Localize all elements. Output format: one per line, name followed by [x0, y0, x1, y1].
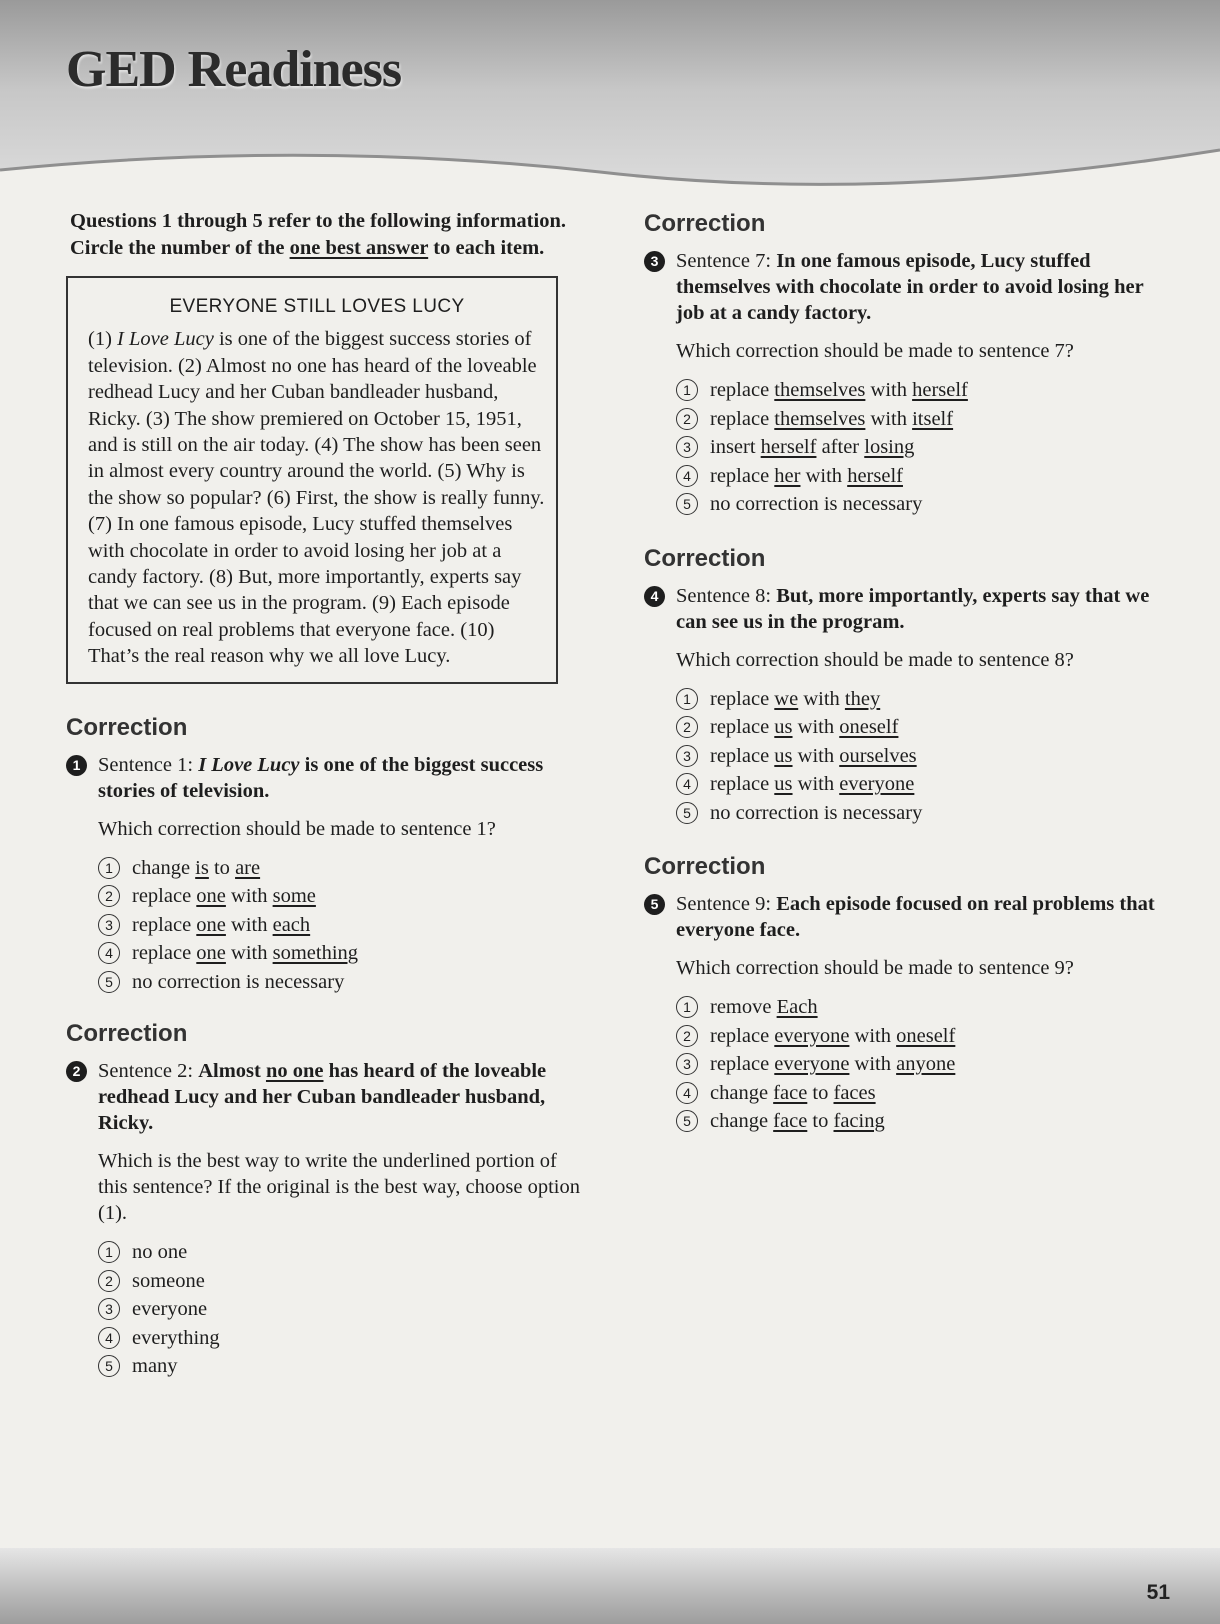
stem-label: Sentence 9: — [676, 893, 777, 915]
option-text — [132, 968, 344, 997]
question-stem — [66, 1058, 586, 1136]
option-text — [710, 993, 818, 1022]
option-underlined-word: oneself — [896, 1024, 956, 1047]
stem-bold: Almost — [198, 1060, 266, 1083]
option-word: with — [849, 1053, 897, 1075]
option-word: replace — [710, 1053, 775, 1075]
option-underlined-word: Each — [776, 996, 818, 1018]
option-number-circle[interactable]: 5 — [98, 1355, 120, 1377]
left-column — [66, 208, 586, 1401]
answer-option[interactable] — [98, 854, 586, 883]
option-word: no correction is necessary — [132, 970, 345, 993]
question-1 — [66, 714, 586, 997]
option-number-circle[interactable]: 1 — [676, 688, 698, 710]
option-underlined-word: losing — [864, 436, 915, 458]
option-underlined-word: one — [196, 885, 226, 908]
option-underlined-word: one — [196, 913, 226, 936]
question-stem — [644, 583, 1164, 635]
page-title: GED Readiness — [66, 41, 402, 98]
option-underlined-word: ourselves — [839, 744, 917, 767]
option-underlined-word: her — [774, 464, 801, 487]
correction-heading: Correction — [66, 713, 188, 741]
question-stem — [66, 752, 586, 804]
option-text — [132, 882, 316, 911]
answer-option[interactable] — [676, 713, 1164, 742]
option-number-circle[interactable]: 3 — [676, 745, 698, 767]
option-number-circle[interactable]: 2 — [676, 408, 698, 430]
answer-option[interactable] — [676, 376, 1164, 405]
option-word: with — [225, 913, 273, 936]
option-underlined-word: us — [774, 744, 793, 767]
question-number-badge: 2 — [66, 1061, 87, 1082]
stem-bold: Each episode focused on real problems that everyone face. — [676, 893, 1155, 941]
option-text — [132, 1238, 187, 1267]
option-underlined-word: are — [235, 856, 261, 879]
option-text — [710, 433, 914, 462]
option-word: no correction is necessary — [710, 493, 923, 515]
option-text — [710, 742, 917, 771]
answer-option[interactable] — [98, 939, 586, 968]
option-word: replace — [710, 1024, 775, 1047]
option-word: someone — [132, 1269, 205, 1292]
answer-options — [644, 993, 1164, 1136]
answer-option[interactable] — [676, 770, 1164, 799]
option-number-circle[interactable]: 4 — [676, 1082, 698, 1104]
option-word: no one — [132, 1241, 188, 1264]
option-word: replace — [710, 716, 775, 738]
answer-option[interactable] — [676, 405, 1164, 434]
answer-option[interactable] — [98, 968, 586, 997]
page-number: 51 — [1146, 1581, 1170, 1604]
question-5 — [644, 853, 1164, 1136]
question-stem — [644, 248, 1164, 326]
option-text — [710, 405, 953, 434]
option-text — [710, 1022, 955, 1051]
option-number-circle[interactable]: 2 — [676, 1025, 698, 1047]
answer-options — [644, 685, 1164, 828]
option-word: everything — [132, 1326, 220, 1349]
option-number-circle[interactable]: 1 — [676, 996, 698, 1018]
option-number-circle[interactable]: 1 — [676, 379, 698, 401]
option-text — [132, 854, 260, 883]
answer-option[interactable] — [98, 882, 586, 911]
passage-text: is one of the biggest success stories of television. (2) Almost no one has heard of the loveable redhead Lucy and her Cuban bandleader husband, Ricky. (3) The show premiered on October 15, 1951, and is still on the air today. (4) The show has been seen in almost every country around the world. (5) Why is the show so popular? (6) First, the show is really funny. (7) In one famous episode, Lucy stuffed themselves with chocolate in order to avoid losing her job at a candy factory. (8) But, more importantly, experts say that we can see us in the program. (9) Each episode focused on real problems that everyone face. (10) That’s the real reason why we all love Lucy. — [88, 328, 545, 668]
option-text — [132, 1324, 220, 1353]
option-underlined-word: us — [774, 716, 793, 738]
option-number-circle[interactable]: 2 — [676, 716, 698, 738]
right-column — [644, 210, 1164, 1156]
option-underlined-word: herself — [847, 464, 903, 487]
option-number-circle[interactable]: 1 — [98, 1241, 120, 1263]
reading-passage — [66, 276, 558, 684]
answer-option[interactable] — [676, 685, 1164, 714]
answer-option[interactable] — [676, 462, 1164, 491]
option-underlined-word: they — [844, 687, 881, 710]
option-word: replace — [132, 942, 197, 965]
option-text — [710, 1050, 955, 1079]
option-word: replace — [710, 744, 775, 767]
question-3 — [644, 210, 1164, 519]
stem-label: Sentence 2: — [98, 1060, 199, 1083]
question-number-badge: 1 — [66, 755, 87, 776]
passage-show-title: I Love Lucy — [117, 328, 214, 351]
answer-option[interactable] — [676, 1079, 1164, 1108]
option-word: with — [865, 407, 913, 430]
answer-option[interactable] — [676, 1107, 1164, 1136]
question-prompt: Which correction should be made to sentence 9? — [676, 957, 1074, 979]
option-word: replace — [710, 687, 775, 710]
option-underlined-word: oneself — [839, 716, 899, 738]
option-text — [132, 911, 310, 940]
option-number-circle[interactable]: 5 — [98, 971, 120, 993]
stem-bold-end: has heard of the loveable redhead Lucy and her Cuban bandleader husband, Ricky. — [98, 1060, 547, 1135]
option-word: everyone — [132, 1298, 208, 1321]
option-number-circle[interactable]: 4 — [98, 1327, 120, 1349]
option-word: with — [225, 942, 273, 965]
option-underlined-word: everyone — [774, 1024, 850, 1047]
answer-option[interactable] — [98, 1267, 586, 1296]
answer-option[interactable] — [676, 1022, 1164, 1051]
header-wave-graphic — [0, 0, 1220, 200]
option-text — [710, 713, 898, 742]
option-underlined-word: one — [196, 942, 226, 965]
option-text — [710, 376, 968, 405]
answer-option[interactable] — [98, 1238, 586, 1267]
option-underlined-word: everyone — [839, 773, 915, 795]
option-word: to — [807, 1081, 834, 1104]
option-text — [132, 1267, 205, 1296]
stem-italic: I Love Lucy — [198, 753, 300, 776]
option-word: no correction is necessary — [710, 801, 923, 824]
option-text — [132, 1295, 207, 1324]
option-word: after — [816, 436, 865, 458]
answer-option[interactable] — [676, 433, 1164, 462]
question-stem — [644, 891, 1164, 943]
instructions-text: Questions 1 through 5 refer to the following information. Circle the number of the — [70, 210, 566, 259]
correction-heading: Correction — [66, 1020, 188, 1048]
passage-sentence-number: (1) — [88, 328, 118, 351]
answer-option[interactable] — [676, 1050, 1164, 1079]
answer-option[interactable] — [98, 911, 586, 940]
option-underlined-word: faces — [833, 1081, 876, 1104]
option-number-circle[interactable]: 1 — [98, 857, 120, 879]
option-word: to — [807, 1110, 834, 1132]
option-underlined-word: herself — [760, 436, 817, 458]
option-number-circle[interactable]: 2 — [98, 1270, 120, 1292]
option-text — [710, 1107, 885, 1136]
answer-options — [66, 1238, 586, 1381]
question-2 — [66, 1020, 586, 1381]
answer-option[interactable] — [676, 490, 1164, 519]
option-word: with — [849, 1024, 897, 1047]
question-number-badge: 3 — [644, 251, 665, 272]
option-underlined-word: itself — [912, 407, 954, 430]
option-word: replace — [710, 379, 775, 401]
option-word: with — [225, 885, 273, 908]
option-word: with — [792, 716, 840, 738]
option-underlined-word: we — [774, 687, 799, 710]
option-word: with — [792, 744, 840, 767]
stem-label: Sentence 8: — [676, 584, 777, 607]
option-number-circle[interactable]: 2 — [98, 885, 120, 907]
option-underlined-word: something — [272, 942, 359, 965]
answer-options — [644, 376, 1164, 519]
option-word: with — [798, 687, 845, 710]
footer-banner — [0, 1548, 1220, 1624]
option-word: replace — [710, 464, 775, 487]
answer-option[interactable] — [98, 1295, 586, 1324]
option-underlined-word: facing — [833, 1110, 885, 1132]
option-word: replace — [710, 407, 775, 430]
stem-bold: But, more importantly, experts say that we can see us in the program. — [676, 584, 1150, 633]
question-4 — [644, 545, 1164, 828]
stem-label: Sentence 7: — [676, 250, 777, 272]
answer-option[interactable] — [676, 799, 1164, 828]
question-prompt: Which correction should be made to sentence 1? — [98, 817, 496, 840]
option-word: change — [710, 1110, 774, 1132]
option-number-circle[interactable]: 5 — [676, 802, 698, 824]
option-number-circle[interactable]: 4 — [98, 942, 120, 964]
answer-options — [66, 854, 586, 997]
option-word: many — [132, 1355, 178, 1378]
option-text — [710, 685, 880, 714]
option-word: change — [710, 1081, 774, 1104]
option-underlined-word: everyone — [774, 1053, 850, 1075]
option-underlined-word: themselves — [774, 379, 866, 401]
correction-heading: Correction — [644, 210, 766, 237]
option-word: with — [792, 773, 840, 795]
option-word: remove — [710, 996, 777, 1018]
stem-bold: is one of the biggest success stories of television. — [98, 753, 544, 802]
option-text — [710, 799, 922, 828]
option-word: insert — [710, 436, 761, 458]
answer-option[interactable] — [676, 993, 1164, 1022]
option-text — [132, 939, 358, 968]
option-number-circle[interactable]: 3 — [98, 914, 120, 936]
option-underlined-word: herself — [912, 379, 968, 401]
option-number-circle[interactable]: 5 — [676, 493, 698, 515]
option-number-circle[interactable]: 4 — [676, 773, 698, 795]
answer-option[interactable] — [98, 1352, 586, 1381]
option-number-circle[interactable]: 3 — [98, 1298, 120, 1320]
option-word: to — [208, 856, 236, 879]
option-text — [710, 490, 922, 519]
option-word: with — [865, 379, 913, 401]
option-text — [710, 462, 903, 491]
question-prompt: Which correction should be made to sentence 7? — [676, 340, 1074, 362]
option-underlined-word: some — [272, 885, 316, 908]
stem-bold: In one famous episode, Lucy stuffed themselves with chocolate in order to avoid losing her job at a candy factory. — [676, 250, 1144, 324]
option-text — [132, 1352, 178, 1381]
option-text — [710, 1079, 876, 1108]
option-word: replace — [132, 885, 197, 908]
option-underlined-word: us — [774, 773, 793, 795]
option-word: with — [800, 464, 848, 487]
option-underlined-word: anyone — [896, 1053, 956, 1075]
option-underlined-word: is — [195, 856, 209, 879]
instructions-underlined: one best answer — [289, 237, 429, 259]
option-number-circle[interactable]: 3 — [676, 1053, 698, 1075]
question-number-badge: 4 — [644, 586, 665, 607]
passage-body — [88, 326, 546, 669]
header-banner — [0, 0, 1220, 200]
option-underlined-word: each — [272, 913, 311, 936]
option-word: replace — [710, 773, 775, 795]
option-word: change — [132, 856, 196, 879]
instructions-text-end: to each item. — [428, 237, 545, 259]
option-number-circle[interactable]: 5 — [676, 1110, 698, 1132]
instructions — [70, 208, 586, 262]
option-underlined-word: face — [773, 1081, 808, 1104]
option-underlined-word: face — [773, 1110, 808, 1132]
correction-heading: Correction — [644, 544, 766, 572]
answer-option[interactable] — [98, 1324, 586, 1353]
stem-underlined: no one — [265, 1060, 324, 1083]
option-number-circle[interactable]: 4 — [676, 465, 698, 487]
option-text — [710, 770, 914, 799]
passage-title: EVERYONE STILL LOVES LUCY — [169, 296, 465, 317]
question-number-badge: 5 — [644, 894, 665, 915]
correction-heading: Correction — [644, 853, 766, 880]
answer-option[interactable] — [676, 742, 1164, 771]
question-prompt: Which correction should be made to sentence 8? — [676, 648, 1074, 671]
option-word: replace — [132, 913, 197, 936]
option-underlined-word: themselves — [774, 407, 866, 430]
option-number-circle[interactable]: 3 — [676, 436, 698, 458]
question-prompt: Which is the best way to write the underlined portion of this sentence? If the original is the best way, choose option (1). — [98, 1150, 581, 1225]
stem-label: Sentence 1: — [98, 753, 199, 776]
